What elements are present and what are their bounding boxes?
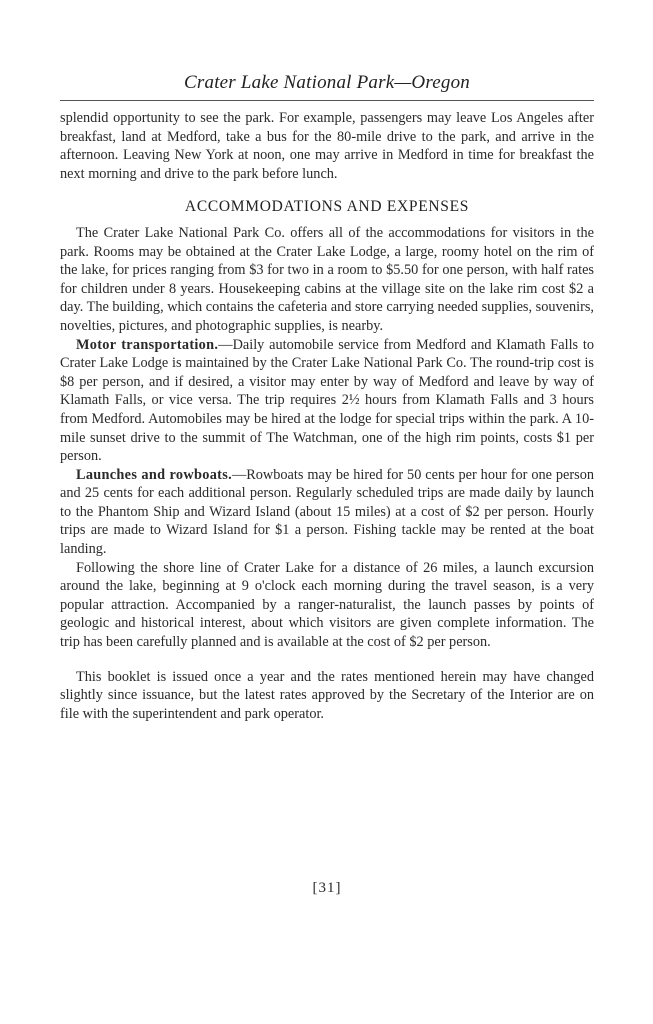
- launches-lead: Launches and rowboats.: [76, 466, 232, 483]
- launches-text: —Rowboats may be hired for 50 cents per hour for one person and 25 cents for each additional person. Regularly scheduled trips are made daily by launch to the Phantom Ship and Wizard Island (about 15 miles) at a cost of $2 per person. Hourly trips are made to Wizard Island for $1 a person. Fishing tackle may be rented at the boat landing.: [60, 466, 594, 558]
- notice-paragraph: This booklet is issued once a year and the rates mentioned herein may have changed slightly since issuance, but the latest rates approved by the Secretary of the Interior are on file with the superintendent and park operator.: [60, 668, 594, 722]
- shoreline-paragraph: Following the shore line of Crater Lake for a distance of 26 miles, a launch excursion around the lake, beginning at 9 o'clock each morning during the travel season, is a very popular attraction. Accompanied by a ranger-naturalist, the launch passes by points of geologic and historical interest, about which visitors are given complete information. The trip has been carefully planned and is available at the cost of $2 per person.: [60, 559, 594, 651]
- motor-transportation-paragraph: [60, 336, 594, 466]
- motor-transportation-lead: Motor transportation.: [76, 336, 219, 353]
- launches-paragraph: [60, 466, 594, 559]
- motor-transportation-text: —Daily automobile service from Medford and Klamath Falls to Crater Lake Lodge is maintained by the Crater Lake National Park Co. The round-trip cost is $8 per person, and if desired, a visitor may enter by way of Medford and leave by way of Klamath Falls, or vice versa. The trip requires 2½ hours from Klamath Falls and 3 hours from Medford. Automobiles may be hired at the lodge for special trips within the park. A 10-mile sunset drive to the summit of The Watchman, one of the high rim points, costs $1 per person.: [60, 336, 595, 465]
- page-number: [31]: [312, 880, 342, 896]
- accommodations-paragraph: The Crater Lake National Park Co. offers all of the accommodations for visitors in the park. Rooms may be obtained at the Crater Lake Lodge, a large, roomy hotel on the rim of the lake, for prices ranging from $3 for two in a room to $5.50 for one person, with half rates for children under 8 years. Housekeeping cabins at the village site on the lake rim cost $2 a day. The building, which contains the cafeteria and store carrying needed supplies, souvenirs, novelties, pictures, and photographic supplies, is nearby.: [60, 224, 594, 334]
- running-head: Crater Lake National Park—Oregon: [184, 72, 470, 93]
- body-text: [60, 109, 594, 723]
- header-rule: [60, 100, 594, 101]
- intro-paragraph: splendid opportunity to see the park. For example, passengers may leave Los Angeles after breakfast, land at Medford, take a bus for the 80-mile drive to the park, and arrive in the afternoon. Leaving New York at noon, one may arrive in Medford in time for breakfast the next morning and drive to the park before lunch.: [60, 110, 594, 182]
- section-heading: ACCOMMODATIONS AND EXPENSES: [184, 198, 470, 216]
